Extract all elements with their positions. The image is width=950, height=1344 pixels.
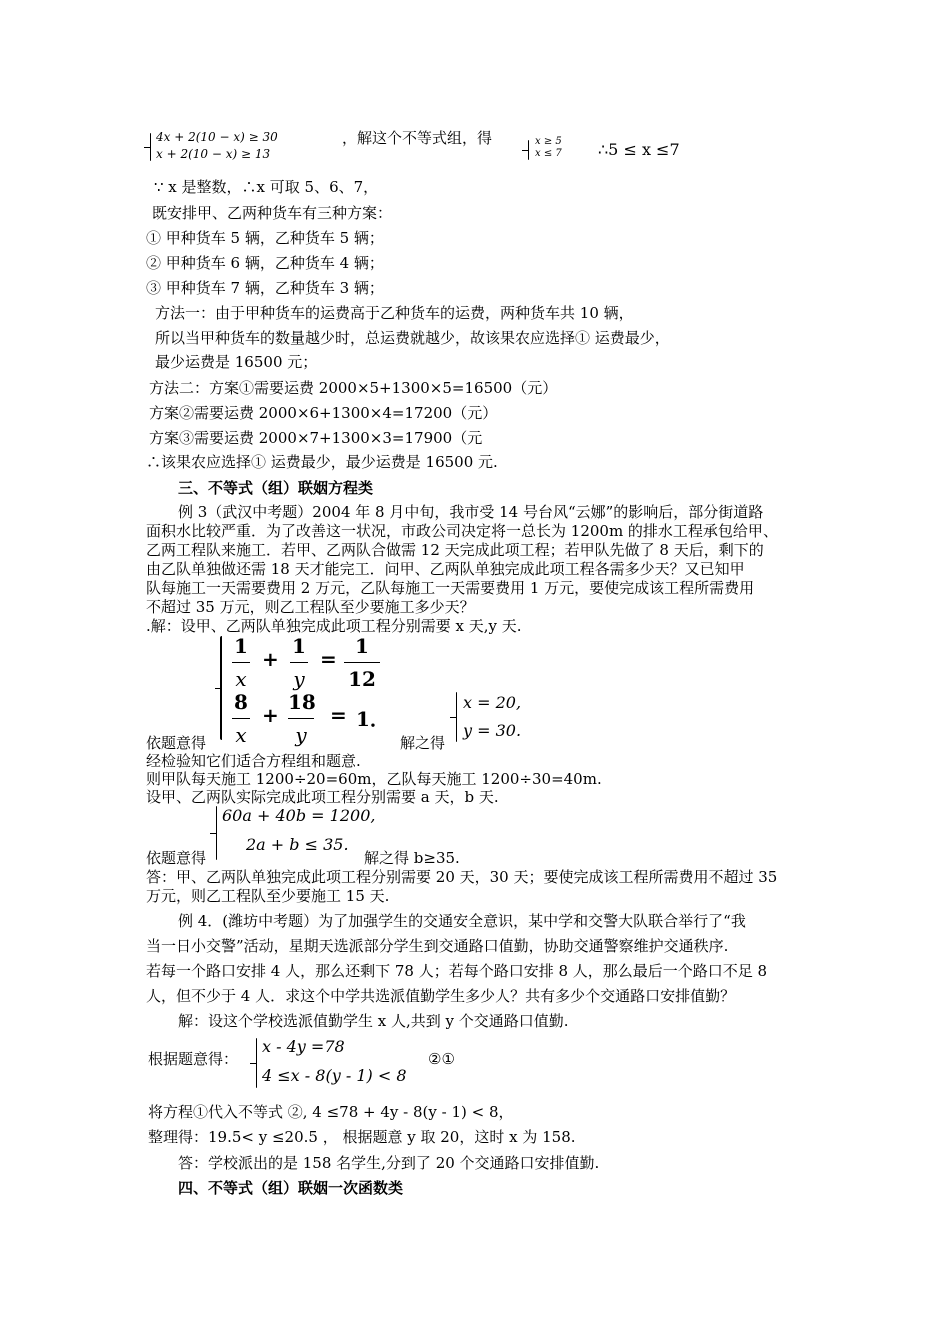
ex4-p4: 人，但不少于 4 人．求这个中学共选派值勤学生多少人？共有多少个交通路口安排值勤？ bbox=[146, 987, 736, 1005]
line-3: ① 甲种货车 5 辆，乙种货车 5 辆； bbox=[146, 229, 384, 247]
frac-1-over-x: 1 x bbox=[232, 632, 250, 693]
ex3-check: 经检验知它们适合方程组和题意. bbox=[146, 752, 361, 770]
brace-top bbox=[150, 133, 151, 161]
ex4-e2: 4 ≤x - 8(y - 1) < 8 bbox=[262, 1066, 407, 1085]
ex3-daily: 则甲队每天施工 1200÷20=60m，乙队每天施工 1200÷30=40m. bbox=[146, 770, 602, 788]
top-sol-a: x ≥ 5 bbox=[535, 136, 562, 147]
ex4-e1: x - 4y =78 bbox=[262, 1037, 345, 1056]
ex3-p4: 由乙队单独做还需 18 天才能完工．问甲、乙两队单独完成此项工程各需多少天？又已知甲 bbox=[146, 560, 745, 578]
ex4-gen: 根据题意得： bbox=[148, 1050, 239, 1068]
top-eq2: x + 2(10 − x) ≥ 13 bbox=[156, 147, 271, 161]
brace-ex4-system bbox=[256, 1038, 257, 1088]
line-10: 方案②需要运费 2000×6+1300×4=17200（元） bbox=[149, 404, 498, 422]
ex4-simplify: 整理得：19.5< y ≤20.5 ， 根据题意 y 取 20，这时 x 为 158. bbox=[148, 1128, 576, 1146]
line-2: 既安排甲、乙两种货车有三种方案： bbox=[152, 204, 393, 222]
ex3-p2: 面积水比较严重．为了改善这一状况，市政公司决定将一总长为 1200m 的排水工程承包给甲、 bbox=[146, 522, 778, 540]
ex4-answer: 答：学校派出的是 158 名学生,分到了 20 个交通路口安排值勤. bbox=[178, 1154, 600, 1172]
line-4: ② 甲种货车 6 辆，乙种货车 4 辆； bbox=[146, 254, 384, 272]
ex3-sol-x: x = 20, bbox=[463, 693, 522, 712]
ex4-p2: 当一日小交警”活动，星期天选派部分学生到交通路口值勤，协助交通警察维护交通秩序. bbox=[146, 937, 729, 955]
top-result: ∴5 ≤ x ≤7 bbox=[598, 140, 680, 159]
plus-2: + bbox=[262, 703, 279, 727]
frac-1-over-y: 1 y bbox=[290, 632, 308, 693]
ex4-p3: 若每一个路口安排 4 人，那么还剩下 78 人；若每个路口安排 8 人，那么最后一个路口不足 8 bbox=[146, 962, 768, 980]
frac-18-over-y: 18 y bbox=[288, 690, 316, 747]
ex3-s2b: 2a + b ≤ 35. bbox=[246, 835, 349, 854]
ex3-answer-2: 万元，则乙工程队至少要施工 15 天. bbox=[146, 887, 390, 905]
ex3-sol-y: y = 30. bbox=[463, 721, 522, 740]
ex3-jie: 解之得 bbox=[400, 734, 446, 752]
line-8: 最少运费是 16500 元； bbox=[155, 353, 318, 371]
section-3-heading: 三、不等式（组）联姻方程类 bbox=[178, 479, 374, 497]
brace-ex3-system2 bbox=[216, 806, 217, 860]
top-eq1: 4x + 2(10 − x) ≥ 30 bbox=[156, 130, 278, 144]
line-5: ③ 甲种货车 7 辆，乙种货车 3 辆； bbox=[146, 279, 384, 297]
equals-2: = bbox=[330, 703, 347, 727]
equals-1: = bbox=[320, 647, 337, 671]
ex3-p1: 例 3（武汉中考题）2004 年 8 月中旬，我市受 14 号台风“云娜”的影响后，部分街道路 bbox=[178, 503, 764, 521]
section-4-heading: 四、不等式（组）联姻一次函数类 bbox=[178, 1179, 404, 1197]
top-sol-b: x ≤ 7 bbox=[535, 148, 562, 159]
line-6: 方法一：由于甲种货车的运费高于乙种货车的运费，两种货车共 10 辆， bbox=[155, 304, 634, 322]
line-12: ∴该果农应选择① 运费最少，最少运费是 16500 元. bbox=[146, 453, 498, 471]
ex4-solution-intro: 解：设这个学校选派值勤学生 x 人,共到 y 个交通路口值勤. bbox=[178, 1012, 569, 1030]
ex3-yiti: 依题意得 bbox=[146, 734, 207, 752]
ex4-marks: ②① bbox=[428, 1050, 455, 1068]
ex3-s2a: 60a + 40b = 1200, bbox=[222, 806, 376, 825]
line-1: ∵ x 是整数，∴x 可取 5、6、7， bbox=[154, 178, 379, 196]
ex3-set-ab: 设甲、乙两队实际完成此项工程分别需要 a 天，b 天. bbox=[146, 788, 499, 806]
ex4-p1: 例 4．(潍坊中考题）为了加强学生的交通安全意识，某中学和交警大队联合举行了“我 bbox=[178, 912, 746, 930]
brace-ex3-sol bbox=[456, 692, 457, 742]
top-mid: ，解这个不等式组，得 bbox=[342, 129, 493, 147]
plus-1: + bbox=[262, 647, 279, 671]
ex3-p5: 队每施工一天需要费用 2 万元，乙队每施工一天需要费用 1 万元，要使完成该工程所需费用 bbox=[146, 579, 755, 597]
ex3-p3: 乙两工程队来施工．若甲、乙两队合做需 12 天完成此项工程；若甲队先做了 8 天后，剩下的 bbox=[146, 541, 764, 559]
frac-1-over-12: 1 12 bbox=[344, 632, 380, 693]
rhs-1: 1． bbox=[356, 707, 390, 731]
ex3-solution-intro: .解：设甲、乙两队单独完成此项工程分别需要 x 天,y 天. bbox=[146, 617, 522, 635]
line-7: 所以当甲种货车的数量越少时，总运费就越少，故该果农应选择① 运费最少， bbox=[155, 329, 670, 347]
ex3-yiti2: 依题意得 bbox=[146, 849, 207, 867]
line-9: 方法二：方案①需要运费 2000×5+1300×5=16500（元） bbox=[149, 379, 558, 397]
frac-8-over-x: 8 x bbox=[232, 688, 250, 749]
ex3-p6: 不超过 35 万元，则乙工程队至少要施工多少天？ bbox=[146, 598, 475, 616]
line-11: 方案③需要运费 2000×7+1300×3=17900（元 bbox=[149, 429, 483, 447]
ex3-jie2: 解之得 b≥35. bbox=[364, 849, 460, 867]
brace-top-sol bbox=[528, 140, 529, 160]
brace-ex3-system bbox=[220, 636, 222, 740]
ex3-answer-1: 答：甲、乙两队单独完成此项工程分别需要 20 天，30 天；要使完成该工程所需费用不超过 35 bbox=[146, 868, 778, 886]
ex4-substitute: 将方程①代入不等式 ②, 4 ≤78 + 4y - 8(y - 1) < 8， bbox=[148, 1103, 514, 1121]
